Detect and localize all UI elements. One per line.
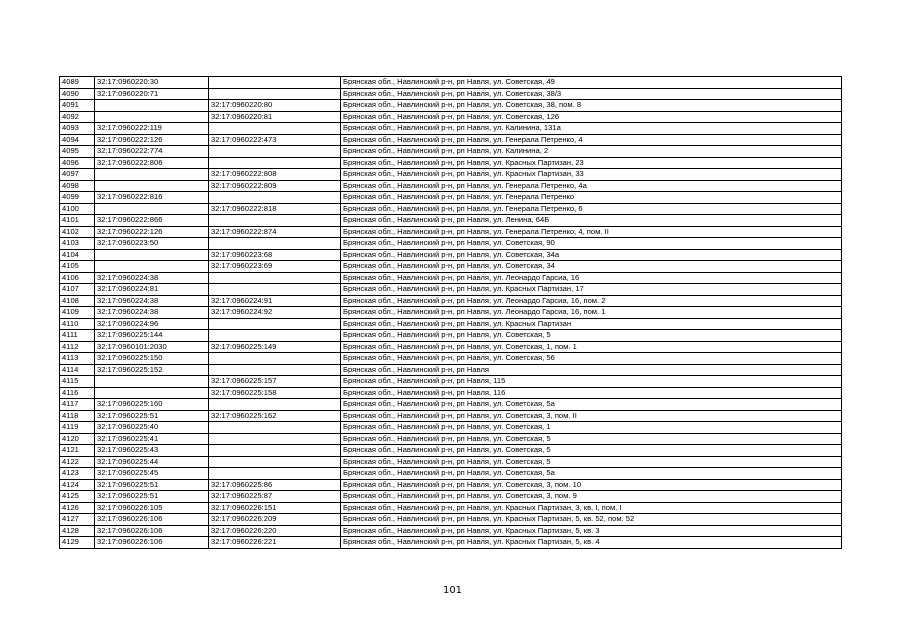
address-cell: Брянская обл., Навлинский р-н, рп Навля, ул. Красных Партизан, 5, кв. 52, пом. 52 (341, 514, 842, 526)
table-row (60, 77, 842, 89)
address-cell: Брянская обл., Навлинский р-н, рп Навля, ул. Советская, 49 (341, 77, 842, 89)
row-id-cell: 4119 (60, 422, 95, 434)
land-cadastral-cell: 32:17:0960222:774 (95, 146, 209, 158)
building-cadastral-cell (209, 238, 341, 250)
building-cadastral-cell: 32:17:0960224:91 (209, 295, 341, 307)
row-id-cell: 4128 (60, 525, 95, 537)
building-cadastral-cell (209, 123, 341, 135)
row-id-cell: 4116 (60, 387, 95, 399)
land-cadastral-cell: 32:17:0960226:105 (95, 502, 209, 514)
address-cell: Брянская обл., Навлинский р-н, рп Навля, ул. Ленина, 64Б (341, 215, 842, 227)
address-cell: Брянская обл., Навлинский р-н, рп Навля, 115 (341, 376, 842, 388)
table-row (60, 387, 842, 399)
building-cadastral-cell (209, 456, 341, 468)
address-cell: Брянская обл., Навлинский р-н, рп Навля, ул. Советская, 1 (341, 422, 842, 434)
row-id-cell: 4105 (60, 261, 95, 273)
building-cadastral-cell (209, 468, 341, 480)
row-id-cell: 4101 (60, 215, 95, 227)
row-id-cell: 4114 (60, 364, 95, 376)
address-cell: Брянская обл., Навлинский р-н, рп Навля, ул. Калинина, 131а (341, 123, 842, 135)
building-cadastral-cell (209, 88, 341, 100)
table-row (60, 215, 842, 227)
row-id-cell: 4093 (60, 123, 95, 135)
table-row (60, 410, 842, 422)
table-row (60, 525, 842, 537)
building-cadastral-cell (209, 146, 341, 158)
row-id-cell: 4129 (60, 537, 95, 549)
table-row (60, 134, 842, 146)
land-cadastral-cell (95, 100, 209, 112)
land-cadastral-cell: 32:17:0960226:106 (95, 525, 209, 537)
land-cadastral-cell: 32:17:0960224:38 (95, 272, 209, 284)
row-id-cell: 4115 (60, 376, 95, 388)
address-cell: Брянская обл., Навлинский р-н, рп Навля, ул. Генерала Петренко (341, 192, 842, 204)
table-row (60, 146, 842, 158)
address-cell: Брянская обл., Навлинский р-н, рп Навля, ул. Советская, 34а (341, 249, 842, 261)
table-row (60, 422, 842, 434)
land-cadastral-cell: 32:17:0960226:106 (95, 537, 209, 549)
land-cadastral-cell: 32:17:0960222:806 (95, 157, 209, 169)
address-cell: Брянская обл., Навлинский р-н, рп Навля, ул. Красных Партизан, 5, кв. 3 (341, 525, 842, 537)
row-id-cell: 4107 (60, 284, 95, 296)
land-cadastral-cell: 32:17:0960226:106 (95, 514, 209, 526)
table-row (60, 157, 842, 169)
building-cadastral-cell (209, 77, 341, 89)
building-cadastral-cell (209, 215, 341, 227)
building-cadastral-cell (209, 192, 341, 204)
building-cadastral-cell (209, 364, 341, 376)
address-cell: Брянская обл., Навлинский р-н, рп Навля, ул. Генерала Петренко, 4 (341, 134, 842, 146)
table-row (60, 111, 842, 123)
table-row (60, 341, 842, 353)
building-cadastral-cell: 32:17:0960222:808 (209, 169, 341, 181)
address-cell: Брянская обл., Навлинский р-н, рп Навля, ул. Советская, 90 (341, 238, 842, 250)
building-cadastral-cell (209, 433, 341, 445)
table-row (60, 514, 842, 526)
table-row (60, 330, 842, 342)
building-cadastral-cell: 32:17:0960225:149 (209, 341, 341, 353)
table-row (60, 491, 842, 503)
row-id-cell: 4091 (60, 100, 95, 112)
row-id-cell: 4092 (60, 111, 95, 123)
building-cadastral-cell (209, 157, 341, 169)
building-cadastral-cell: 32:17:0960226:209 (209, 514, 341, 526)
building-cadastral-cell (209, 422, 341, 434)
land-cadastral-cell: 32:17:0960101:2030 (95, 341, 209, 353)
table-row (60, 100, 842, 112)
address-cell: Брянская обл., Навлинский р-н, рп Навля, ул. Советская, 126 (341, 111, 842, 123)
table-row (60, 353, 842, 365)
table-row (60, 433, 842, 445)
row-id-cell: 4111 (60, 330, 95, 342)
land-cadastral-cell: 32:17:0960224:38 (95, 307, 209, 319)
land-cadastral-cell (95, 203, 209, 215)
row-id-cell: 4089 (60, 77, 95, 89)
address-cell: Брянская обл., Навлинский р-н, рп Навля, ул. Советская, 5а (341, 399, 842, 411)
table-row (60, 537, 842, 549)
row-id-cell: 4095 (60, 146, 95, 158)
building-cadastral-cell: 32:17:0960222:874 (209, 226, 341, 238)
land-cadastral-cell: 32:17:0960222:119 (95, 123, 209, 135)
land-cadastral-cell: 32:17:0960225:51 (95, 491, 209, 503)
registry-table (59, 76, 842, 549)
row-id-cell: 4098 (60, 180, 95, 192)
row-id-cell: 4125 (60, 491, 95, 503)
table-row (60, 307, 842, 319)
table-row (60, 456, 842, 468)
address-cell: Брянская обл., Навлинский р-н, рп Навля, ул. Советская, 38, пом. 8 (341, 100, 842, 112)
row-id-cell: 4113 (60, 353, 95, 365)
row-id-cell: 4123 (60, 468, 95, 480)
building-cadastral-cell: 32:17:0960222:818 (209, 203, 341, 215)
table-row (60, 445, 842, 457)
table-row (60, 479, 842, 491)
building-cadastral-cell: 32:17:0960220:80 (209, 100, 341, 112)
building-cadastral-cell: 32:17:0960226:221 (209, 537, 341, 549)
address-cell: Брянская обл., Навлинский р-н, рп Навля, ул. Генерала Петренко, 4, пом. II (341, 226, 842, 238)
row-id-cell: 4127 (60, 514, 95, 526)
address-cell: Брянская обл., Навлинский р-н, рп Навля, ул. Советская, 3, пом. 9 (341, 491, 842, 503)
table-row (60, 192, 842, 204)
table-row (60, 123, 842, 135)
address-cell: Брянская обл., Навлинский р-н, рп Навля, ул. Красных Партизан (341, 318, 842, 330)
building-cadastral-cell: 32:17:0960225:162 (209, 410, 341, 422)
land-cadastral-cell: 32:17:0960222:126 (95, 134, 209, 146)
building-cadastral-cell: 32:17:0960224:92 (209, 307, 341, 319)
address-cell: Брянская обл., Навлинский р-н, рп Навля, ул. Советская, 5а (341, 468, 842, 480)
table-row (60, 169, 842, 181)
address-cell: Брянская обл., Навлинский р-н, рп Навля, ул. Советская, 3, пом. II (341, 410, 842, 422)
building-cadastral-cell (209, 284, 341, 296)
address-cell: Брянская обл., Навлинский р-н, рп Навля, ул. Красных Партизан, 23 (341, 157, 842, 169)
address-cell: Брянская обл., Навлинский р-н, рп Навля, ул. Красных Партизан, 3, кв. I, пом. I (341, 502, 842, 514)
table-row (60, 180, 842, 192)
land-cadastral-cell: 32:17:0960220:71 (95, 88, 209, 100)
address-cell: Брянская обл., Навлинский р-н, рп Навля, 116 (341, 387, 842, 399)
building-cadastral-cell: 32:17:0960222:473 (209, 134, 341, 146)
row-id-cell: 4122 (60, 456, 95, 468)
table-row (60, 364, 842, 376)
land-cadastral-cell: 32:17:0960225:40 (95, 422, 209, 434)
table-row (60, 376, 842, 388)
address-cell: Брянская обл., Навлинский р-н, рп Навля, ул. Советская, 34 (341, 261, 842, 273)
address-cell: Брянская обл., Навлинский р-н, рп Навля, ул. Советская, 56 (341, 353, 842, 365)
row-id-cell: 4104 (60, 249, 95, 261)
land-cadastral-cell: 32:17:0960224:96 (95, 318, 209, 330)
building-cadastral-cell (209, 353, 341, 365)
row-id-cell: 4109 (60, 307, 95, 319)
land-cadastral-cell: 32:17:0960225:160 (95, 399, 209, 411)
row-id-cell: 4112 (60, 341, 95, 353)
address-cell: Брянская обл., Навлинский р-н, рп Навля, ул. Красных Партизан, 17 (341, 284, 842, 296)
address-cell: Брянская обл., Навлинский р-н, рп Навля, ул. Генерала Петренко, 4а (341, 180, 842, 192)
address-cell: Брянская обл., Навлинский р-н, рп Навля, ул. Красных Партизан, 5, кв. 4 (341, 537, 842, 549)
building-cadastral-cell: 32:17:0960225:157 (209, 376, 341, 388)
table-row (60, 272, 842, 284)
row-id-cell: 4100 (60, 203, 95, 215)
table-row (60, 261, 842, 273)
land-cadastral-cell: 32:17:0960220:30 (95, 77, 209, 89)
building-cadastral-cell (209, 399, 341, 411)
row-id-cell: 4117 (60, 399, 95, 411)
land-cadastral-cell: 32:17:0960224:38 (95, 295, 209, 307)
page-number: 101 (442, 585, 463, 596)
row-id-cell: 4106 (60, 272, 95, 284)
address-cell: Брянская обл., Навлинский р-н, рп Навля, ул. Советская, 5 (341, 456, 842, 468)
land-cadastral-cell: 32:17:0960222:126 (95, 226, 209, 238)
address-cell: Брянская обл., Навлинский р-н, рп Навля, ул. Советская, 1, пом. 1 (341, 341, 842, 353)
address-cell: Брянская обл., Навлинский р-н, рп Навля, ул. Леонардо Гарсиа, 16, пом. 2 (341, 295, 842, 307)
row-id-cell: 4090 (60, 88, 95, 100)
row-id-cell: 4110 (60, 318, 95, 330)
building-cadastral-cell (209, 318, 341, 330)
table-row (60, 295, 842, 307)
land-cadastral-cell: 32:17:0960225:41 (95, 433, 209, 445)
land-cadastral-cell (95, 376, 209, 388)
land-cadastral-cell: 32:17:0960225:51 (95, 479, 209, 491)
land-cadastral-cell: 32:17:0960225:45 (95, 468, 209, 480)
address-cell: Брянская обл., Навлинский р-н, рп Навля, ул. Советская, 5 (341, 433, 842, 445)
building-cadastral-cell: 32:17:0960220:81 (209, 111, 341, 123)
address-cell: Брянская обл., Навлинский р-н, рп Навля, ул. Генерала Петренко, 6 (341, 203, 842, 215)
land-cadastral-cell (95, 111, 209, 123)
land-cadastral-cell: 32:17:0960222:866 (95, 215, 209, 227)
building-cadastral-cell: 32:17:0960225:86 (209, 479, 341, 491)
address-cell: Брянская обл., Навлинский р-н, рп Навля, ул. Калинина, 2 (341, 146, 842, 158)
land-cadastral-cell: 32:17:0960225:44 (95, 456, 209, 468)
row-id-cell: 4118 (60, 410, 95, 422)
table-row (60, 502, 842, 514)
land-cadastral-cell (95, 169, 209, 181)
address-cell: Брянская обл., Навлинский р-н, рп Навля, ул. Красных Партизан, 33 (341, 169, 842, 181)
land-cadastral-cell: 32:17:0960225:144 (95, 330, 209, 342)
table-row (60, 88, 842, 100)
row-id-cell: 4102 (60, 226, 95, 238)
table-row (60, 468, 842, 480)
address-cell: Брянская обл., Навлинский р-н, рп Навля (341, 364, 842, 376)
land-cadastral-cell (95, 261, 209, 273)
address-cell: Брянская обл., Навлинский р-н, рп Навля, ул. Советская, 5 (341, 330, 842, 342)
table-row (60, 318, 842, 330)
row-id-cell: 4097 (60, 169, 95, 181)
table-row (60, 226, 842, 238)
table-row (60, 284, 842, 296)
land-cadastral-cell: 32:17:0960225:51 (95, 410, 209, 422)
row-id-cell: 4120 (60, 433, 95, 445)
row-id-cell: 4121 (60, 445, 95, 457)
address-cell: Брянская обл., Навлинский р-н, рп Навля, ул. Леонардо Гарсиа, 16, пом. 1 (341, 307, 842, 319)
table-row (60, 249, 842, 261)
row-id-cell: 4094 (60, 134, 95, 146)
land-cadastral-cell (95, 180, 209, 192)
land-cadastral-cell (95, 387, 209, 399)
row-id-cell: 4126 (60, 502, 95, 514)
row-id-cell: 4124 (60, 479, 95, 491)
building-cadastral-cell: 32:17:0960225:87 (209, 491, 341, 503)
land-cadastral-cell (95, 249, 209, 261)
address-cell: Брянская обл., Навлинский р-н, рп Навля, ул. Советская, 5 (341, 445, 842, 457)
land-cadastral-cell: 32:17:0960223:50 (95, 238, 209, 250)
land-cadastral-cell: 32:17:0960225:152 (95, 364, 209, 376)
row-id-cell: 4108 (60, 295, 95, 307)
registry-table-body (60, 77, 842, 549)
building-cadastral-cell (209, 330, 341, 342)
address-cell: Брянская обл., Навлинский р-н, рп Навля, ул. Советская, 38/3 (341, 88, 842, 100)
building-cadastral-cell (209, 445, 341, 457)
address-cell: Брянская обл., Навлинский р-н, рп Навля, ул. Советская, 3, пом. 10 (341, 479, 842, 491)
address-cell: Брянская обл., Навлинский р-н, рп Навля, ул. Леонардо Гарсиа, 16 (341, 272, 842, 284)
building-cadastral-cell: 32:17:0960222:809 (209, 180, 341, 192)
land-cadastral-cell: 32:17:0960224:81 (95, 284, 209, 296)
building-cadastral-cell: 32:17:0960223:69 (209, 261, 341, 273)
row-id-cell: 4099 (60, 192, 95, 204)
building-cadastral-cell (209, 272, 341, 284)
building-cadastral-cell: 32:17:0960223:68 (209, 249, 341, 261)
table-row (60, 399, 842, 411)
land-cadastral-cell: 32:17:0960222:816 (95, 192, 209, 204)
building-cadastral-cell: 32:17:0960226:220 (209, 525, 341, 537)
land-cadastral-cell: 32:17:0960225:43 (95, 445, 209, 457)
row-id-cell: 4103 (60, 238, 95, 250)
land-cadastral-cell: 32:17:0960225:150 (95, 353, 209, 365)
table-row (60, 238, 842, 250)
building-cadastral-cell: 32:17:0960225:158 (209, 387, 341, 399)
table-row (60, 203, 842, 215)
building-cadastral-cell: 32:17:0960226:151 (209, 502, 341, 514)
row-id-cell: 4096 (60, 157, 95, 169)
